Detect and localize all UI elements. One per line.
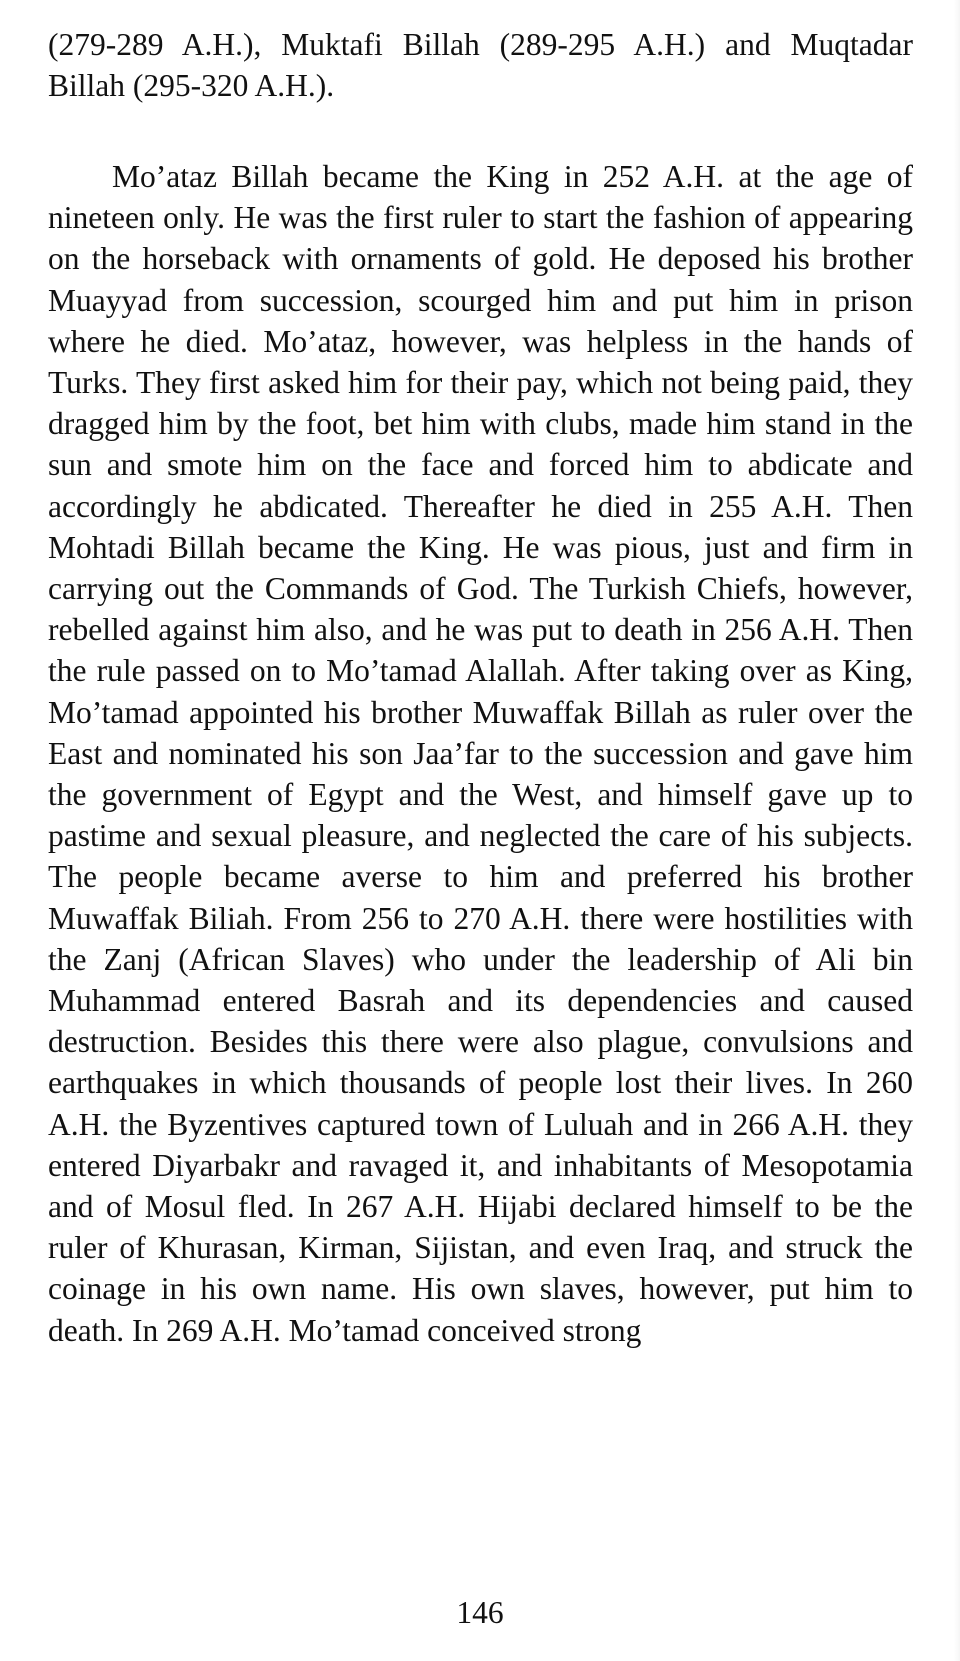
- paragraph-main: Mo’ataz Billah became the King in 252 A.H. at the age of nineteen only. He was the first ruler to start the fashion of appearing on the horseback with ornaments of gold. He deposed his brother Muayyad from succession, scourged him and put him in prison where he died. Mo’ataz, however, was helpless in the hands of Turks. They first asked him for their pay, which not being paid, they dragged him by the foot, bet him with clubs, made him stand in the sun and smote him on the face and forced him to abdicate and accordingly he abdicated. Thereafter he died in 255 A.H. Then Mohtadi Billah became the King. He was pious, just and firm in carrying out the Commands of God. The Turkish Chiefs, however, rebelled against him also, and he was put to death in 256 A.H. Then the rule passed on to Mo’tamad Alallah. After taking over as King, Mo’tamad appointed his brother Muwaffak Billah as ruler over the East and nominated his son Jaa’far to the succession and gave him the government of Egypt and the West, and himself gave up to pastime and sexual pleasure, and neglected the care of his subjects. The people became averse to him and preferred his brother Muwaffak Biliah. From 256 to 270 A.H. there were hostilities with the Zanj (African Slaves) who under the leadership of Ali bin Muhammad entered Basrah and its dependencies and caused destruction. Besides this there were also plague, convulsions and earthquakes in which thousands of people lost their lives. In 260 A.H. the Byzentives captured town of Luluah and in 266 A.H. they entered Diyarbakr and ravaged it, and inhabitants of Mesopotamia and of Mosul fled. In 267 A.H. Hijabi declared himself to be the ruler of Khurasan, Kirman, Sijistan, and even Iraq, and struck the coinage in his own name. His own slaves, however, put him to death. In 269 A.H. Mo’tamad conceived strong: [48, 159, 913, 1348]
- page-number: 146: [456, 1595, 504, 1630]
- scan-edge-shadow: [954, 0, 960, 1661]
- paragraph-continued: (279-289 A.H.), Muktafi Billah (289-295 A.H.) and Muqtadar Billah (295-320 A.H.).: [48, 27, 913, 104]
